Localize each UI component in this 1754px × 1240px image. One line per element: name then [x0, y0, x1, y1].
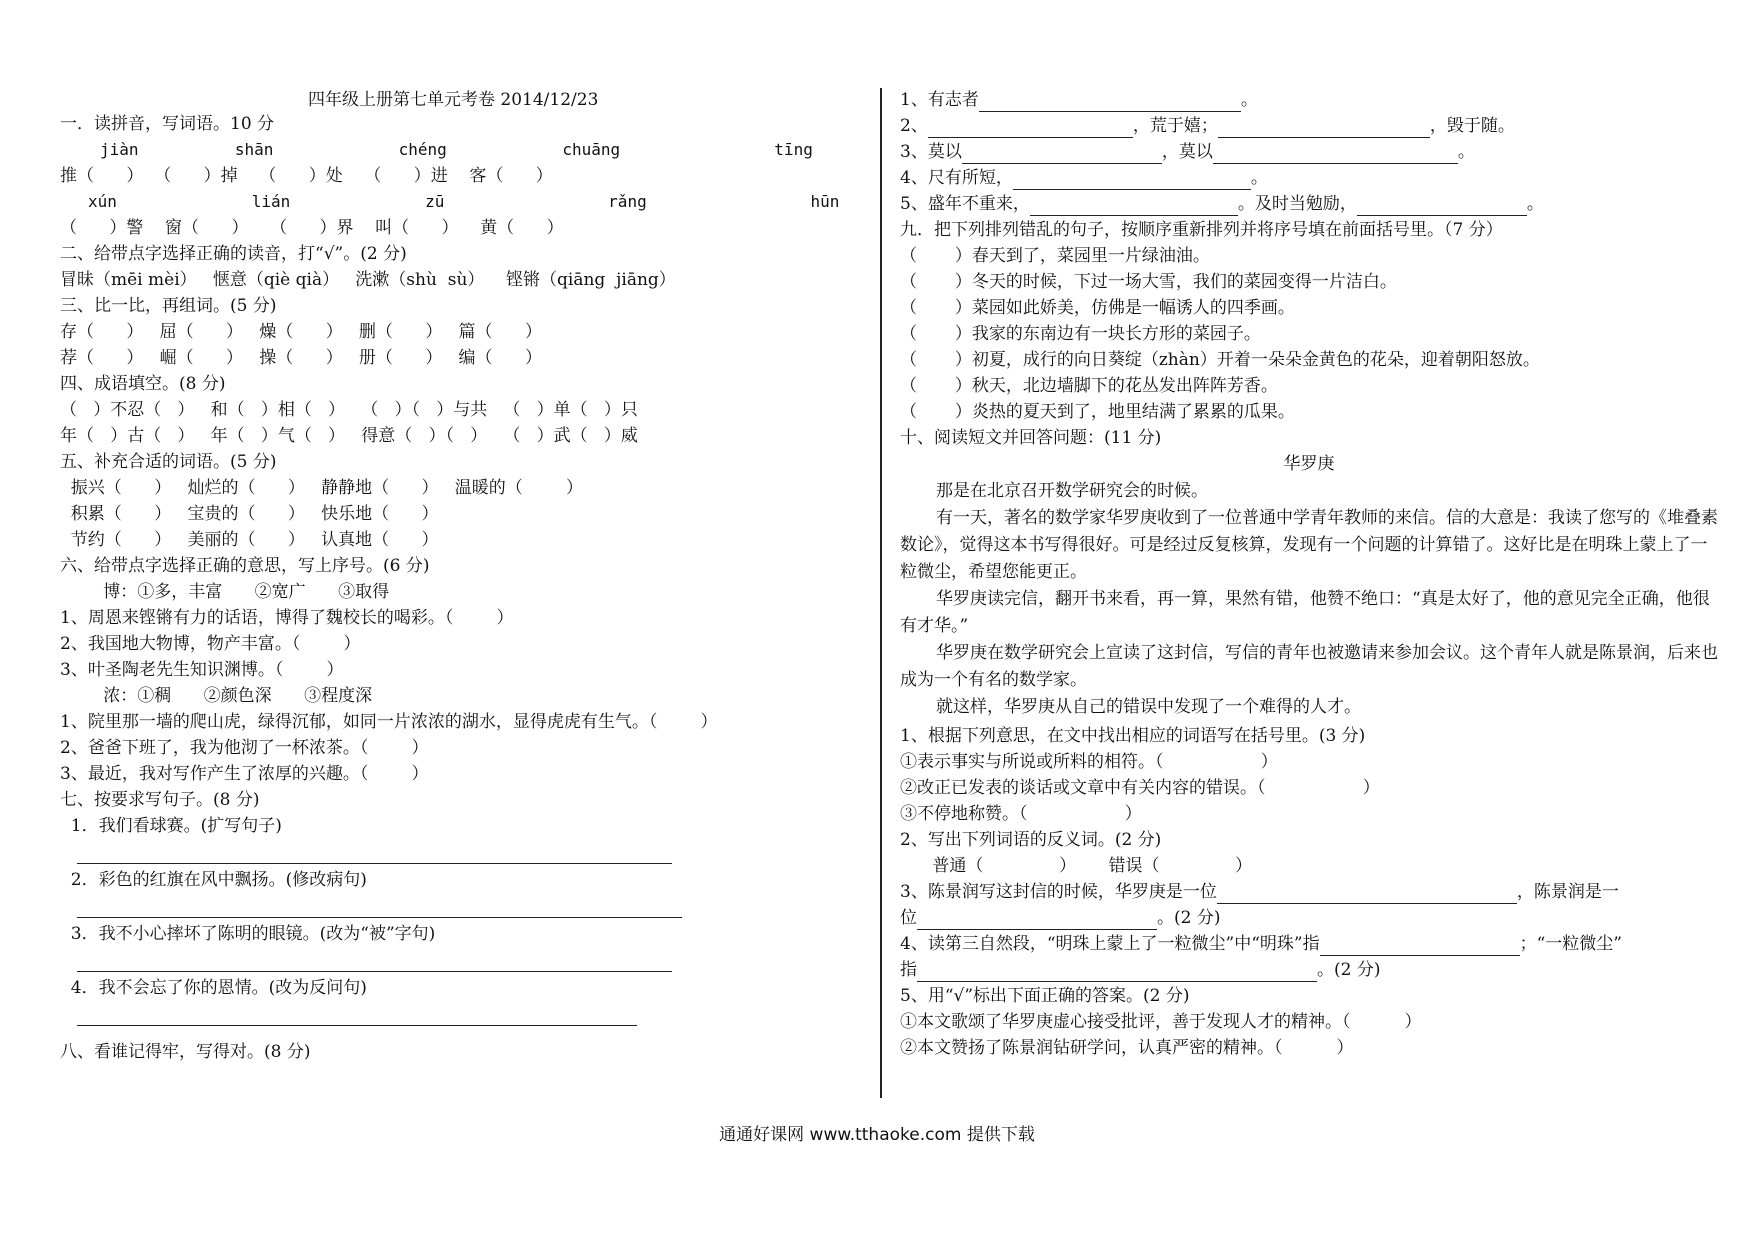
- answer-line-4[interactable]: [77, 1024, 637, 1026]
- section-7-question-4: 4．我不会忘了你的恩情。(改为反问句): [60, 978, 367, 998]
- section-7-question-3: 3．我不小心摔坏了陈明的眼镜。(改为“被”字句): [60, 924, 436, 944]
- section-9-item: （ ）秋天，北边墙脚下的花丛发出阵阵芳香。: [900, 376, 1278, 396]
- question-5b: ②本文赞扬了陈景润钻研学问，认真严密的精神。（ ）: [900, 1038, 1354, 1058]
- section-2-line: 冒昧（mēi mèi） 惬意（qiè qià） 洗漱（shù sù） 铿锵（qiāng jiāng）: [60, 270, 676, 290]
- section-9-heading: 九．把下列排列错乱的句子，按顺序重新排列并将序号填在前面括号里。（7 分）: [900, 220, 1503, 240]
- story-paragraph-4: 华罗庚在数学研究会上宣读了这封信，写信的青年也被邀请来参加会议。这个青年人就是陈景润，后来也成为一个有名的数学家。: [900, 643, 1718, 690]
- page-title: 四年级上册第七单元考卷 2014/12/23: [308, 90, 599, 110]
- section-3-line-1: 存（ ） 屈（ ） 燥（ ） 删（ ） 篇（ ）: [60, 322, 542, 342]
- question-5: 5、用“√”标出下面正确的答案。(2 分): [900, 986, 1190, 1006]
- question-1b: ②改正已发表的谈话或文章中有关内容的错误。（ ）: [900, 778, 1380, 798]
- footer-credit: 通通好课网 www.tthaoke.com 提供下载: [719, 1125, 1035, 1145]
- question-1: 1、根据下列意思，在文中找出相应的词语写在括号里。(3 分): [900, 726, 1366, 746]
- answer-line-3[interactable]: [77, 970, 672, 972]
- blank[interactable]: [1218, 119, 1430, 138]
- poem-line-3: 3、莫以 ，莫以 。: [900, 142, 1475, 162]
- section-2-heading: 二、给带点字选择正确的读音，打“√”。(2 分): [60, 244, 407, 264]
- section-6-question-5: 2、爸爸下班了，我为他沏了一杯浓茶。（ ）: [60, 738, 429, 758]
- story-paragraph-2: 有一天，著名的数学家华罗庚收到了一位普通中学青年教师的来信。信的大意是：我读了您写的《堆叠素数论》，觉得这本书写得很好。可是经过反复核算，发现有一个问题的计算错了。这好比是在明珠上蒙上了一粒微尘，希望您能更正。: [900, 508, 1718, 582]
- blank[interactable]: [1213, 145, 1458, 164]
- question-2a: 普通（ ） 错误（ ）: [900, 856, 1253, 876]
- section-9-item: （ ）炎热的夏天到了，地里结满了累累的瓜果。: [900, 402, 1295, 422]
- poem-line-2: 2、 ，荒于嬉； ，毁于随。: [900, 116, 1515, 136]
- section-7-question-1: 1．我们看球赛。(扩写句子): [60, 816, 282, 836]
- section-6-definition-1: 博：①多，丰富 ②宽广 ③取得: [60, 582, 390, 602]
- question-4-line-2: 指 。(2 分): [900, 960, 1381, 980]
- section-9-item: （ ）菜园如此娇美，仿佛是一幅诱人的四季画。: [900, 298, 1295, 318]
- section-5-line-3: 节约（ ） 美丽的（ ） 认真地（ ）: [60, 530, 439, 550]
- word-row-2: （ ）警 窗（ ） （ ）界 叫（ ） 黄（ ）: [60, 218, 564, 238]
- poem-line-1: 1、有志者 。: [900, 90, 1258, 110]
- question-1a: ①表示事实与所说或所料的相符。（ ）: [900, 752, 1278, 772]
- blank[interactable]: [917, 911, 1157, 930]
- section-6-question-3: 3、叶圣陶老先生知识渊博。（ ）: [60, 660, 344, 680]
- blank[interactable]: [928, 119, 1133, 138]
- blank[interactable]: [1320, 937, 1520, 956]
- answer-line-1[interactable]: [77, 862, 672, 864]
- section-9-item: （ ）冬天的时候，下过一场大雪，我们的菜园变得一片洁白。: [900, 272, 1397, 292]
- story-paragraph-5: 就这样，华罗庚从自己的错误中发现了一个难得的人才。: [936, 697, 1361, 717]
- story-paragraph-1: 那是在北京召开数学研究会的时候。: [936, 481, 1208, 501]
- question-1c: ③不停地称赞。（ ）: [900, 804, 1142, 824]
- question-5a: ①本文歌颂了华罗庚虚心接受批评，善于发现人才的精神。（ ）: [900, 1012, 1422, 1032]
- question-3-line-1: 3、陈景润写这封信的时候，华罗庚是一位 ，陈景润是一: [900, 882, 1619, 902]
- section-9-item: （ ）春天到了，菜园里一片绿油油。: [900, 246, 1210, 266]
- poem-line-5: 5、盛年不重来， 。及时当勉励， 。: [900, 194, 1544, 214]
- answer-line-2[interactable]: [77, 916, 682, 918]
- story-title: 华罗庚: [1283, 454, 1335, 474]
- section-4-line-1: （ ）不忍（ ） 和（ ）相（ ） （ ）（ ）与共 （ ）单（ ）只: [60, 400, 638, 420]
- section-5-line-2: 积累（ ） 宝贵的（ ） 快乐地（ ）: [60, 504, 439, 524]
- blank[interactable]: [1013, 171, 1251, 190]
- blank[interactable]: [1357, 197, 1527, 216]
- pinyin-row-1: jiàn shān chéng chuāng tīng: [100, 140, 813, 159]
- word-row-1: 推（ ） （ ）掉 （ ）处 （ ）进 客（ ）: [60, 166, 553, 186]
- section-4-heading: 四、成语填空。(8 分): [60, 374, 226, 394]
- section-10-heading: 十、阅读短文并回答问题：(11 分): [900, 428, 1162, 448]
- blank[interactable]: [1217, 885, 1517, 904]
- blank[interactable]: [962, 145, 1162, 164]
- section-9-item: （ ）初夏，成行的向日葵绽（zhàn）开着一朵朵金黄色的花朵，迎着朝阳怒放。: [900, 350, 1540, 370]
- question-3-line-2: 位 。(2 分): [900, 908, 1221, 928]
- column-divider: [880, 88, 882, 1098]
- pinyin-row-2: xún lián zū rǎng hūn: [88, 192, 840, 211]
- section-7-question-2: 2．彩色的红旗在风中飘扬。(修改病句): [60, 870, 367, 890]
- question-4-line-1: 4、读第三自然段，“明珠上蒙上了一粒微尘”中“明珠”指 ；“一粒微尘”: [900, 934, 1622, 954]
- section-6-question-1: 1、周恩来铿锵有力的话语，博得了魏校长的喝彩。（ ）: [60, 608, 514, 628]
- section-6-definition-2: 浓：①稠 ②颜色深 ③程度深: [60, 686, 373, 706]
- section-6-question-6: 3、最近，我对写作产生了浓厚的兴趣。（ ）: [60, 764, 429, 784]
- poem-line-4: 4、尺有所短， 。: [900, 168, 1268, 188]
- blank[interactable]: [917, 963, 1317, 982]
- section-3-line-2: 荐（ ） 崛（ ） 操（ ） 册（ ） 编（ ）: [60, 348, 542, 368]
- blank[interactable]: [1030, 197, 1238, 216]
- section-5-heading: 五、补充合适的词语。(5 分): [60, 452, 277, 472]
- section-8-heading: 八、看谁记得牢，写得对。(8 分): [60, 1042, 311, 1062]
- section-9-item: （ ）我家的东南边有一块长方形的菜园子。: [900, 324, 1261, 344]
- story-paragraph-3: 华罗庚读完信，翻开书来看，再一算，果然有错，他赞不绝口：“真是太好了，他的意见完全正确，他很有才华。”: [900, 589, 1710, 636]
- section-4-line-2: 年（ ）古（ ） 年（ ）气（ ） 得意（ ）（ ） （ ）武（ ）威: [60, 426, 638, 446]
- question-2: 2、写出下列词语的反义词。(2 分): [900, 830, 1162, 850]
- section-1-heading: 一．读拼音，写词语。10 分: [60, 114, 275, 134]
- blank[interactable]: [979, 93, 1241, 112]
- section-5-line-1: 振兴（ ） 灿烂的（ ） 静静地（ ） 温暖的（ ）: [60, 478, 583, 498]
- section-6-question-4: 1、院里那一墙的爬山虎，绿得沉郁，如同一片浓浓的湖水，显得虎虎有生气。（ ）: [60, 712, 718, 732]
- section-3-heading: 三、比一比，再组词。(5 分): [60, 296, 277, 316]
- section-6-heading: 六、给带点字选择正确的意思，写上序号。(6 分): [60, 556, 430, 576]
- section-7-heading: 七、按要求写句子。(8 分): [60, 790, 260, 810]
- section-6-question-2: 2、我国地大物博，物产丰富。（ ）: [60, 634, 361, 654]
